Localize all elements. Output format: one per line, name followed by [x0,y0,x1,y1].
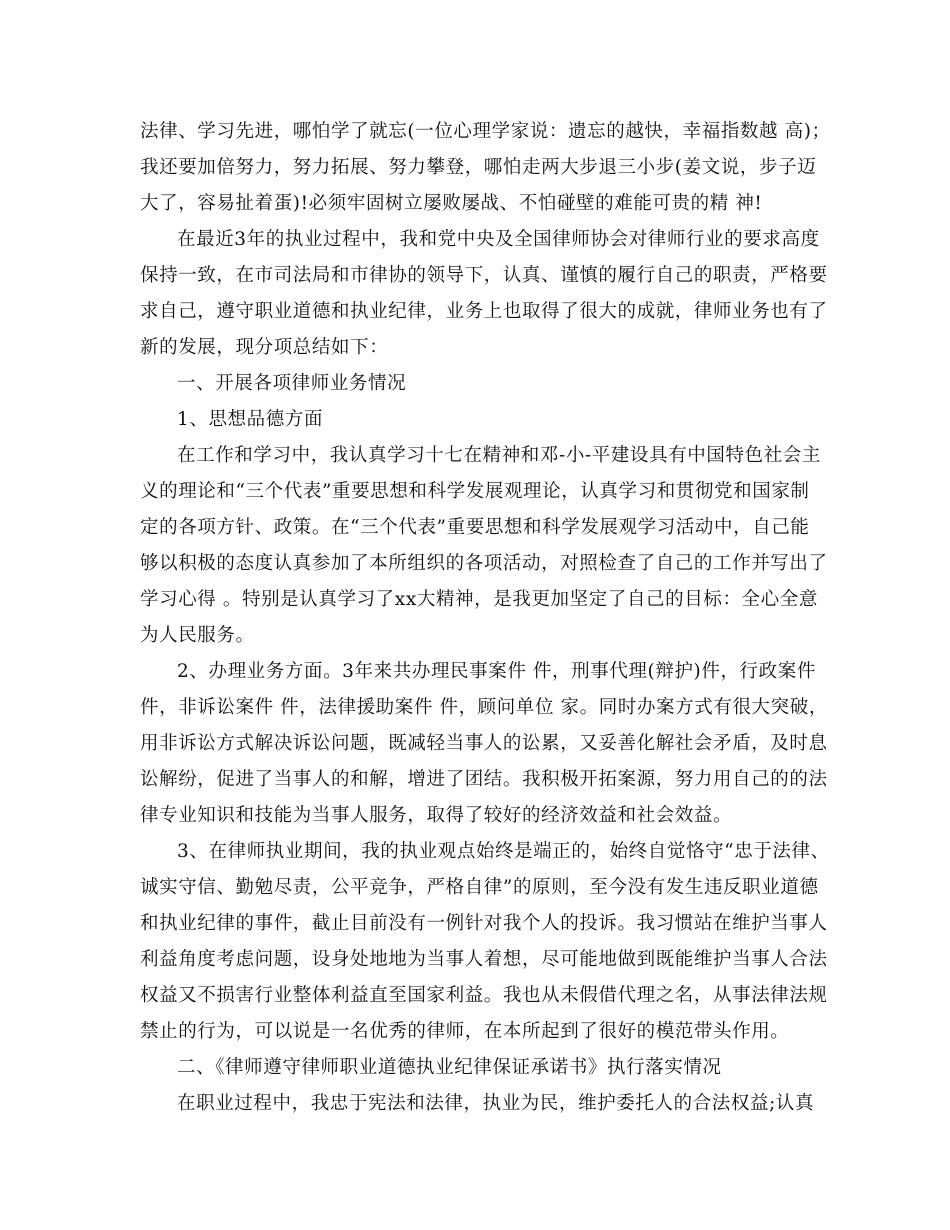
paragraph-first-line: 在最近3年的执业过程中，我和党中央及全国律师协会对律师行业的要求高度 [177,229,820,250]
text-line: 为人民服务。 [140,625,255,646]
paragraph-first-line: 在工作和学习中，我认真学习十七在精神和邓-小-平建设具有中国特色社会主 [177,445,822,466]
text-line: 诚实守信、勤勉尽责，公平竞争，严格自律”的原则，至今没有发生违反职业道德 [140,877,819,898]
text-line: 法律、学习先进，哪怕学了就忘(一位心理学家说：遗忘的越快，幸福指数越 高)； [140,121,831,142]
paragraph-first-line: 2、办理业务方面。3年来共办理民事案件 件，刑事代理(辩护)件，行政案件 [177,661,816,682]
text-line: 定的各项方针、政策。在“三个代表”重要思想和科学发展观学习活动中，自己能 [140,517,810,538]
section-heading: 二、《律师遵守律师职业道德执业纪律保证承诺书》执行落实情况 [177,1057,722,1078]
text-line: 保持一致，在市司法局和市律协的领导下，认真、谨慎的履行自己的职责，严格要 [140,265,828,286]
text-line: 禁止的行为，可以说是一名优秀的律师，在本所起到了很好的模范带头作用。 [140,1021,790,1042]
text-line: 求自己，遵守职业道德和执业纪律，业务上也取得了很大的成就，律师业务也有了 [140,301,828,322]
text-line: 我还要加倍努力，努力拓展、努力攀登，哪怕走两大步退三小步(姜文说，步子迈 [140,157,817,178]
text-line: 用非诉讼方式解决诉讼问题，既减轻当事人的讼累，又妥善化解社会矛盾，及时息 [140,733,828,754]
text-line: 利益角度考虑问题，设身处地地为当事人着想，尽可能地做到既能维护当事人合法 [140,949,828,970]
text-line: 件，非诉讼案件 件，法律援助案件 件，顾问单位 家。同时办案方式有很大突破， [140,697,828,718]
text-line: 律专业知识和技能为当事人服务，取得了较好的经济效益和社会效益。 [140,805,733,826]
text-line: 权益又不损害行业整体利益直至国家利益。我也从未假借代理之名，从事法律法规 [140,985,828,1006]
subsection-heading: 1、思想品德方面 [177,409,324,430]
text-line: 和执业纪律的事件，截止目前没有一例针对我个人的投诉。我习惯站在维护当事人 [140,913,828,934]
text-line: 大了，容易扯着蛋)!必须牢固树立屡败屡战、不怕碰壁的难能可贵的精 神! [140,193,763,214]
text-line: 新的发展，现分项总结如下： [140,337,389,358]
text-line: 义的理论和“三个代表”重要思想和科学发展观理论，认真学习和贯彻党和国家制 [140,481,810,502]
paragraph-first-line: 3、在律师执业期间，我的执业观点始终是端正的，始终自觉恪守“忠于法律、 [177,841,830,862]
text-line: 讼解纷，促进了当事人的和解，增进了团结。我积极开拓案源，努力用自己的的法 [140,769,828,790]
section-heading: 一、开展各项律师业务情况 [177,373,407,394]
text-line: 学习心得 。特别是认真学习了xx大精神，是我更加坚定了自己的目标：全心全意 [140,589,818,610]
text-line: 够以积极的态度认真参加了本所组织的各项活动，对照检查了自己的工作并写出了 [140,553,828,574]
paragraph-first-line: 在职业过程中，我忠于宪法和法律，执业为民，维护委托人的合法权益;认真 [177,1093,815,1114]
